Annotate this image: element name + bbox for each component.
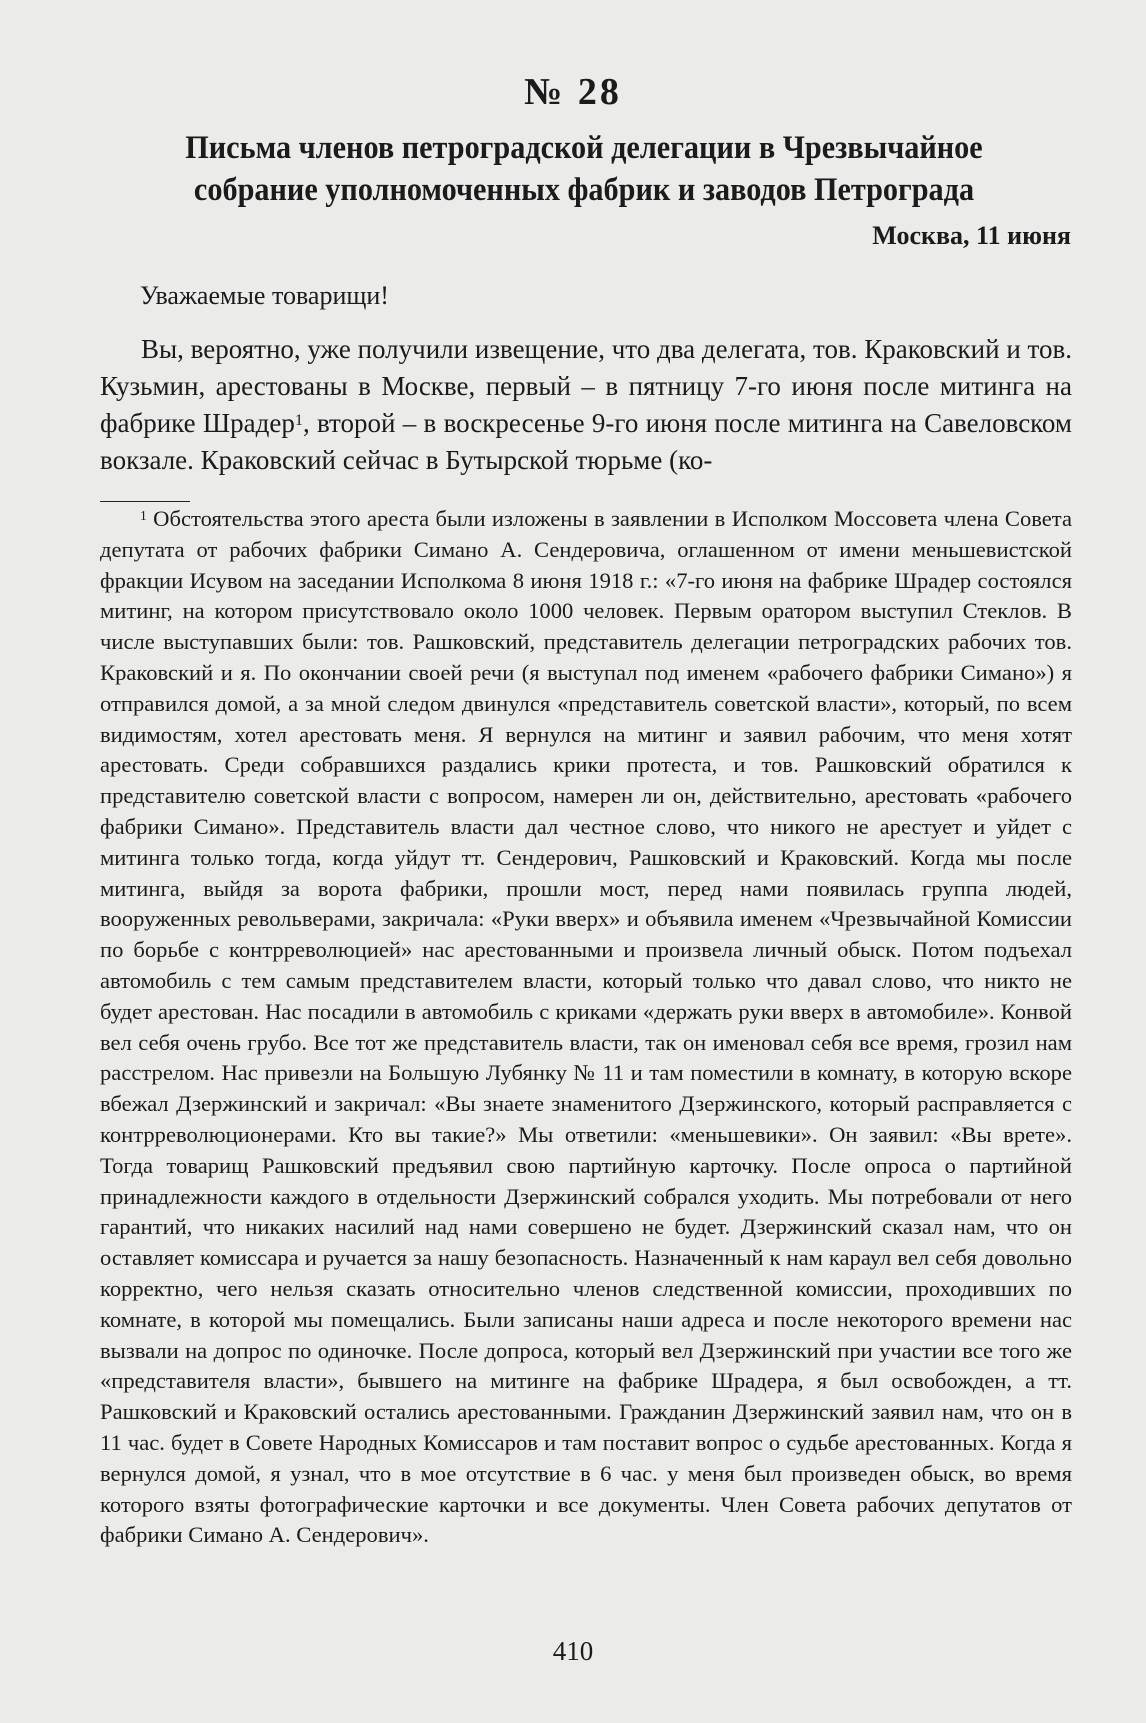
letter-body [100,331,1072,479]
place-date: Москва, 11 июня [872,221,1071,250]
document-title: Письма членов петроградской делегации в Чрезвычайное собрание уполномоченных фабрик и заводов Петрограда [185,130,983,208]
letter-body-text-2: , второй – в воскресенье 9-го июня после митинга на Савеловском вокзале. Краковский сейчас в Бутырской тюрьме (ко- [100,408,1072,475]
footnote-marker: 1 [140,507,147,523]
document-number: № 28 [524,71,622,113]
page-number: 410 [552,1636,594,1666]
footnote-text: Обстоятельства этого ареста были изложены в заявлении в Исполком Моссовета члена Совета депутата от рабочих фабрики Симано А. Сендеровича, оглашенном от имени меньшевистской фракции Исувом на заседании Исполкома 8 июня 1918 г.: «7-го июня на фабрике Шрадер состоялся митинг, на котором присутствовало около 1000 человек. Первым оратором выступил Стеклов. В числе выступавших были: тов. Рашковский, представитель делегации петроградских рабочих тов. Краковский и я. По окончании своей речи (я выступал под именем «рабочего фабрики Симано») я отправился домой, а за мной следом двинулся «представитель советской власти», который, по всем видимостям, хотел арестовать меня. Я вернулся на митинг и заявил рабочим, что меня хотят арестовать. Среди собравшихся раздались крики протеста, и тов. Рашковский обратился к представителю советской власти с вопросом, намерен ли он, действительно, арестовать «рабочего фабрики Симано». Представитель власти дал честное слово, что никого не арестует и уйдет с митинга только тогда, когда уйдут тт. Сендерович, Рашковский и Краковский. Когда мы после митинга, выйдя за ворота фабрики, прошли мост, перед нами появилась группа людей, вооруженных револьверами, закричала: «Руки вверх» и объявила именем «Чрезвычайной Комиссии по борьбе с контрреволюцией» нас арестованными и произвела личный обыск. Потом подъехал автомобиль с тем самым представителем власти, который только что давал слово, что никто не будет арестован. Нас посадили в автомобиль с криками «держать руки вверх в автомобиле». Конвой вел себя очень грубо. Все тот же представитель власти, так он именовал себя все время, грозил нам расстрелом. Нас привезли на Большую Лубянку № 11 и там поместили в комнату, в которую вскоре вбежал Дзержинский и закричал: «Вы знаете знаменитого Дзержинского, который расправляется с контрреволюционерами. Кто вы такие?» Мы ответили: «меньшевики». Он заявил: «Вы врете». Тогда товарищ Рашковский предъявил свою партийную карточку. После опроса о партийной принадлежности каждого в отдельности Дзержинский собрался уходить. Мы потребовали от него гарантий, что никаких насилий над нами совершено не будет. Дзержинский сказал нам, что он оставляет комиссара и ручается за нашу безопасность. Назначенный к нам караул вел себя довольно корректно, чего нельзя сказать относительно членов следственной комиссии, проходивших по комнате, в которой мы помещались. Были записаны наши адреса и после некоторого времени нас вызвали на допрос по одиночке. После допроса, который вел Дзержинский при участии все того же «представителя власти», бывшего на митинге на фабрике Шрадера, я был освобожден, а тт. Рашковский и Краковский остались арестованными. Гражданин Дзержинский заявил нам, что он в 11 час. будет в Совете Народных Комиссаров и там поставит вопрос о судьбе арестованных. Когда я вернулся домой, я узнал, что в мое отсутствие в 6 час. у меня был произведен обыск, во время которого взяты фотографические карточки и все документы. Член Совета рабочих депутатов от фабрики Симано А. Сендерович». [100,506,1072,1548]
greeting: Уважаемые товарищи! [140,281,389,310]
footnote [100,504,1072,1551]
footnote-reference: 1 [294,410,303,429]
letter-body-text-1: Вы, вероятно, уже получили извещение, что два делегата, тов. Краковский и тов. Кузьмин, арестованы в Москве, первый – в пятницу 7-го июня после митинга на фабрике Шрадер [100,334,1072,438]
footnote-divider [100,501,190,502]
